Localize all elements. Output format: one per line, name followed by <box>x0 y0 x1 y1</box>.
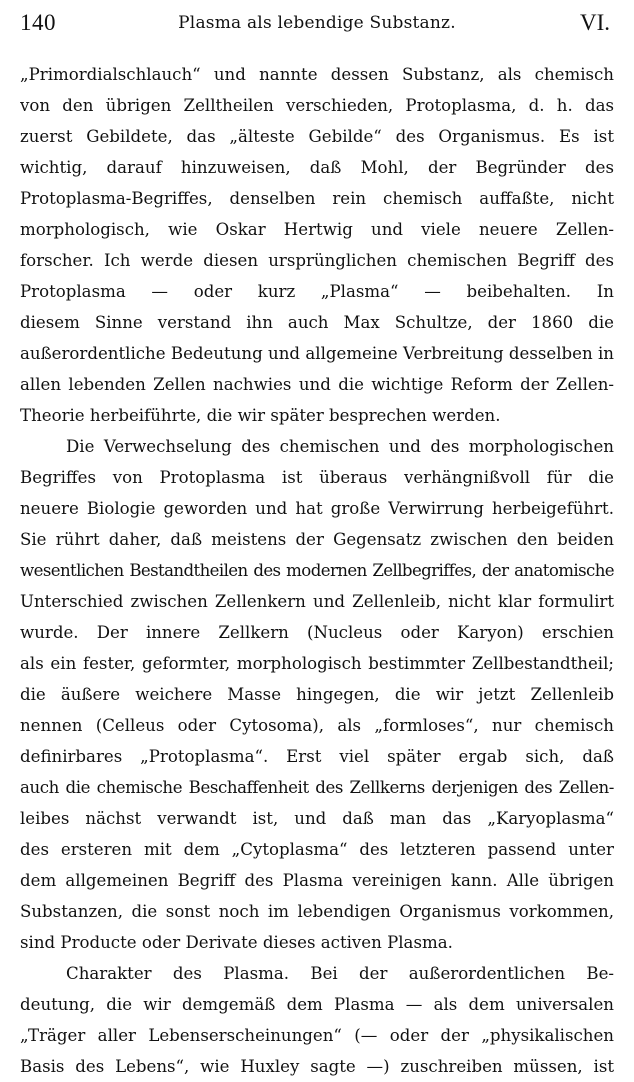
text-line: nennen (Celleus oder Cytosoma), als „formloses“, nur chemisch <box>20 716 614 735</box>
text-line: als ein fester, geformter, morphologisch bestimmter Zellbestandtheil; <box>20 654 614 673</box>
text-line: deutung, die wir demgemäß dem Plasma — als dem universalen <box>20 995 614 1014</box>
running-title: Plasma als lebendige Substanz. <box>178 13 456 33</box>
text-line: morphologisch, wie Oskar Hertwig und viele neuere Zellen- <box>20 220 614 239</box>
text-line: allen lebenden Zellen nachwies und die wichtige Reform der Zellen- <box>20 375 614 394</box>
text-line: diesem Sinne verstand ihn auch Max Schultze, der 1860 die <box>20 313 614 332</box>
text-line: neuere Biologie geworden und hat große Verwirrung herbeigeführt. <box>20 499 614 518</box>
text-line: leibes nächst verwandt ist, und daß man das „Karyoplasma“ <box>20 809 614 828</box>
text-line: außerordentliche Bedeutung und allgemeine Verbreitung desselben in <box>20 344 614 363</box>
text-line: wichtig, darauf hinzuweisen, daß Mohl, der Begründer des <box>20 158 614 177</box>
text-line: Substanzen, die sonst noch im lebendigen Organismus vorkommen, <box>20 902 614 921</box>
chapter-number: VI. <box>579 10 610 35</box>
text-line: „Träger aller Lebenserscheinungen“ (— oder der „physikalischen <box>20 1026 614 1045</box>
text-line: die äußere weichere Masse hingegen, die wir jetzt Zellenleib <box>20 685 614 704</box>
text-line: wesentlichen Bestandtheilen des modernen Zellbegriffes, der anatomische <box>20 561 614 580</box>
paragraph-start-line: Charakter des Plasma. Bei der außerordentlichen Be- <box>66 964 614 983</box>
running-head <box>20 10 614 40</box>
text-line: wurde. Der innere Zellkern (Nucleus oder Karyon) erschien <box>20 623 614 642</box>
text-line: Protoplasma-Begriffes, denselben rein chemisch auffaßte, nicht <box>20 189 614 208</box>
text-line: von den übrigen Zelltheilen verschieden, Protoplasma, d. h. das <box>20 96 614 115</box>
page-number: 140 <box>20 10 56 35</box>
paragraph-start-line: Die Verwechselung des chemischen und des morphologischen <box>66 437 614 456</box>
text-line: Protoplasma — oder kurz „Plasma“ — beibehalten. In <box>20 282 614 301</box>
text-line: zuerst Gebildete, das „älteste Gebilde“ des Organismus. Es ist <box>20 127 614 146</box>
text-line: sind Producte oder Derivate dieses activen Plasma. <box>20 933 453 952</box>
text-line: definirbares „Protoplasma“. Erst viel später ergab sich, daß <box>20 747 614 766</box>
text-line: des ersteren mit dem „Cytoplasma“ des letzteren passend unter <box>20 840 614 859</box>
text-line: Begriffes von Protoplasma ist überaus verhängnißvoll für die <box>20 468 614 487</box>
text-line: Unterschied zwischen Zellenkern und Zellenleib, nicht klar formulirt <box>20 592 614 611</box>
text-line: Basis des Lebens“, wie Huxley sagte —) zuschreiben müssen, ist <box>20 1057 614 1076</box>
text-line: auch die chemische Beschaffenheit des Zellkerns derjenigen des Zellen- <box>20 778 614 797</box>
body-text <box>20 59 614 1082</box>
text-line: Sie rührt daher, daß meistens der Gegensatz zwischen den beiden <box>20 530 614 549</box>
text-line: forscher. Ich werde diesen ursprünglichen chemischen Begriff des <box>20 251 614 270</box>
text-line: „Primordialschlauch“ und nannte dessen Substanz, als chemisch <box>20 65 614 84</box>
text-line: dem allgemeinen Begriff des Plasma vereinigen kann. Alle übrigen <box>20 871 614 890</box>
text-line: Theorie herbeiführte, die wir später besprechen werden. <box>20 406 501 425</box>
